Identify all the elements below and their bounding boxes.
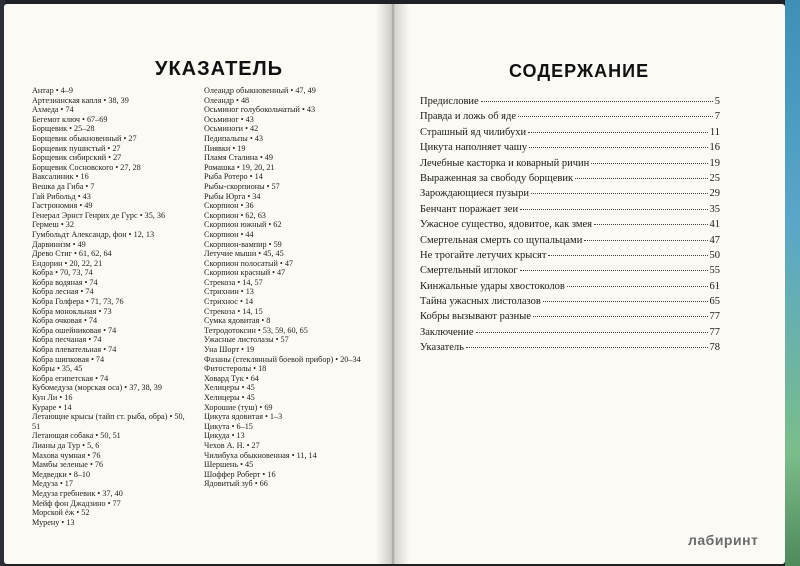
- toc-entry[interactable]: [420, 127, 720, 142]
- toc-page-number: 25: [709, 172, 720, 184]
- index-entry: Кобры • 35, 45: [32, 364, 83, 374]
- toc-page-number: 29: [709, 188, 720, 200]
- index-entry: Рыбы Юрга • 34: [204, 191, 261, 201]
- index-entry: Ендорин • 20, 22, 21: [32, 258, 103, 268]
- toc-entry[interactable]: [420, 296, 720, 311]
- toc-page-number: 78: [709, 342, 720, 354]
- toc-dot-leader: [548, 255, 707, 256]
- toc-page-number: 11: [709, 126, 720, 138]
- toc-entry-title: Тайна ужасных листолазов: [420, 296, 541, 308]
- index-entry: Ахмеда • 74: [32, 105, 74, 115]
- toc-entry-title: Зарождающиеся пузыри: [420, 188, 529, 200]
- index-entry: Генерал Эрнст Генрих де Гурс • 35, 36: [32, 210, 166, 220]
- index-entry: Сумка ядовитая • 8: [204, 316, 271, 326]
- toc-page-number: 5: [714, 96, 720, 107]
- index-entry: Уна Шорт • 19: [204, 345, 255, 355]
- toc-entry[interactable]: [420, 188, 720, 203]
- toc-dot-leader: [520, 270, 708, 271]
- index-entry: Стрихнос • 14: [204, 297, 254, 307]
- toc-entry-title: Цикута наполняет чашу: [420, 142, 528, 154]
- index-entry: Дарвинизм • 49: [32, 239, 86, 249]
- index-entry: Кобра песчаная • 74: [32, 335, 102, 345]
- index-entry: Морской ёж • 52: [32, 508, 90, 518]
- toc-dot-leader: [481, 101, 713, 102]
- toc-entry-title: Предисловие: [420, 96, 479, 107]
- index-entry: Скорпион полосатый • 47: [204, 258, 294, 268]
- toc-dot-leader: [466, 347, 708, 348]
- index-entry: Гермеш • 32: [32, 220, 74, 230]
- toc-entry-title: Бенчант поражает зеи: [420, 203, 519, 215]
- index-entry: Гастрономия • 49: [32, 201, 93, 211]
- index-entry: Ядовитый зуб • 66: [204, 479, 268, 489]
- index-entry: Медуза гребневик • 37, 40: [32, 488, 123, 498]
- toc-page-number: 47: [709, 234, 720, 246]
- toc-entry[interactable]: [420, 327, 720, 342]
- toc-entry-title: Лечебные касторка и коварный ричин: [420, 157, 590, 169]
- index-column-1: [32, 86, 192, 527]
- toc-page-number: 7: [714, 111, 720, 123]
- index-entry: Цикуда • 13: [204, 431, 245, 441]
- index-entry: Хелицеры • 45: [204, 383, 255, 393]
- index-entry: Скорпион-вампир • 59: [204, 239, 282, 249]
- index-entry: Тетродотоксин • 53, 59, 60, 65: [204, 325, 308, 335]
- index-entry: Гумбольдт Александр, фон • 12, 13: [32, 229, 155, 239]
- toc-entry-title: Не трогайте летучих крысят: [420, 249, 547, 261]
- index-entry: Ужасные листолазы • 57: [204, 335, 289, 345]
- index-entry: Борщевик Сосновского • 27, 28: [32, 162, 141, 172]
- index-entry: Летучие мыши • 45, 45: [204, 249, 284, 259]
- toc-dot-leader: [533, 316, 707, 317]
- index-entry: Кобра водяная • 74: [32, 277, 98, 287]
- toc-dot-leader: [567, 286, 708, 287]
- contents-title: СОДЕРЖАНИЕ: [509, 61, 650, 81]
- index-entry: Медведки • 8–10: [32, 469, 91, 479]
- index-entry: Медуза • 17: [32, 479, 73, 489]
- index-entry: Олеандр обыкновенный • 47, 49: [204, 86, 316, 95]
- index-entry: Ваксалиник • 16: [32, 172, 89, 182]
- toc-page-number: 50: [709, 249, 720, 261]
- toc-entry[interactable]: [420, 281, 720, 296]
- index-entry: Летающие крысы (тайп ст. рыба, обра) • 50, 51: [32, 412, 185, 431]
- index-entry: Скорпион южный • 62: [204, 220, 282, 230]
- toc-entry[interactable]: [420, 342, 720, 357]
- toc-page-number: 61: [709, 280, 720, 292]
- index-entry: Хорошие (туш) • 69: [204, 402, 273, 412]
- toc-page-number: 19: [709, 157, 720, 169]
- index-entry: Борщевик пушистый • 27: [32, 143, 121, 153]
- index-entry: Ховард Тук • 64: [204, 373, 259, 383]
- index-entry: Осьминог • 43: [204, 114, 254, 124]
- toc-dot-leader: [575, 178, 707, 179]
- toc-entry[interactable]: [420, 158, 720, 173]
- index-entry: Борщевик • 25–28: [32, 124, 95, 134]
- toc-dot-leader: [591, 163, 707, 164]
- index-entry: Вешка да Гиба • 7: [32, 181, 95, 191]
- index-entry: Лианы да Тур • 5, 6: [32, 440, 100, 450]
- index-entry: Мейф фон Джадзино • 77: [32, 498, 121, 508]
- index-entry: Рыба Ротеро • 14: [204, 172, 263, 182]
- index-entry: Стрихнин • 13: [204, 287, 254, 297]
- index-column-2: [204, 86, 364, 489]
- toc-entry-title: Ужасное существо, ядовитое, как змея: [420, 219, 592, 231]
- index-entry: Кураре • 14: [32, 402, 72, 412]
- toc-entry-title: Выраженная за свободу борщевик: [420, 172, 574, 184]
- index-entry: Скорпион • 36: [204, 201, 254, 211]
- index-title: УКАЗАТЕЛЬ: [155, 58, 284, 80]
- toc-dot-leader: [476, 332, 708, 333]
- toc-dot-leader: [594, 224, 708, 225]
- toc-entry[interactable]: [420, 265, 720, 280]
- toc-entry-title: Смертельная смерть со щупальцами: [420, 234, 583, 246]
- index-entry: Цикута • 6–15: [204, 421, 253, 431]
- watermark-label: лабиринт: [688, 532, 759, 548]
- index-entry: Махова чумная • 76: [32, 450, 101, 460]
- index-entry: Стрекоза • 14, 15: [204, 306, 263, 316]
- toc-page-number: 77: [709, 326, 720, 338]
- index-entry: Осьминог голубокольчатый • 43: [204, 105, 316, 115]
- toc-entry-title: Кобры вызывают разные: [420, 311, 532, 323]
- index-entry: Осьминоги • 42: [204, 124, 259, 134]
- toc-entry[interactable]: [420, 235, 720, 250]
- toc-dot-leader: [584, 240, 707, 241]
- toc-entry-title: Заключение: [420, 326, 474, 338]
- index-entry: Кобра египетская • 74: [32, 373, 109, 383]
- toc-entry[interactable]: [420, 142, 720, 157]
- index-entry: Кобра • 70, 73, 74: [32, 268, 93, 278]
- index-entry: Древо Стиг • 61, 62, 64: [32, 249, 112, 259]
- index-entry: Гай Рибольд • 43: [32, 191, 91, 201]
- index-entry: Мурену • 13: [32, 517, 75, 527]
- index-entry: Кубомедуза (морская оса) • 37, 38, 39: [32, 383, 162, 393]
- index-entry: Кун Ли • 16: [32, 393, 73, 402]
- toc-entry[interactable]: [420, 96, 720, 111]
- index-entry: Ромашка • 19, 20, 21: [204, 162, 275, 172]
- toc-dot-leader: [518, 116, 713, 117]
- toc-entry-title: Указатель: [420, 342, 464, 354]
- toc-page-number: 65: [709, 296, 720, 308]
- index-entry: Артезианская капля • 38, 39: [32, 95, 129, 105]
- index-entry: Кобра ошейниковая • 74: [32, 325, 117, 335]
- toc-dot-leader: [528, 132, 708, 133]
- toc-entry[interactable]: [420, 111, 720, 126]
- toc-page-number: 55: [709, 265, 720, 277]
- index-entry: Борщевик сибирский • 27: [32, 153, 122, 163]
- index-entry: Скорпион • 62, 63: [204, 210, 266, 220]
- toc-entry[interactable]: [420, 173, 720, 188]
- toc-dot-leader: [520, 209, 707, 210]
- book-cover-edge-right: [785, 0, 800, 566]
- toc-entry[interactable]: [420, 204, 720, 219]
- index-entry: Педипальпы • 43: [204, 133, 263, 143]
- toc-entry[interactable]: [420, 250, 720, 265]
- index-entry: Скорпион красный • 47: [204, 268, 286, 278]
- toc-page-number: 41: [709, 219, 720, 231]
- index-entry: Летающая собака • 50, 51: [32, 431, 121, 441]
- toc-dot-leader: [531, 193, 708, 194]
- index-entry: Пиявки • 19: [204, 143, 246, 153]
- toc-page-number: 35: [709, 203, 720, 215]
- toc-entry[interactable]: [420, 219, 720, 234]
- index-entry: Кобра плевательная • 74: [32, 345, 117, 355]
- toc-entry-title: Страшный яд чилибухи: [420, 126, 527, 138]
- toc-entry-title: Правда и ложь об яде: [420, 111, 517, 123]
- index-entry: Чехов А. Н. • 27: [204, 440, 260, 450]
- index-entry: Борщевик обыкновенный • 27: [32, 133, 137, 143]
- toc-dot-leader: [543, 301, 708, 302]
- index-entry: Кобра очковая • 74: [32, 316, 98, 326]
- toc-page-number: 16: [709, 142, 720, 154]
- index-entry: Пламя Сталина • 49: [204, 153, 273, 163]
- toc-dot-leader: [529, 147, 707, 148]
- index-entry: Цикута ядовитая • 1–3: [204, 412, 283, 422]
- toc-entry-title: Смертельный иглоког: [420, 265, 518, 277]
- index-entry: Хелицеры • 45: [204, 393, 255, 402]
- index-entry: Шоффер Роберт • 16: [204, 469, 276, 479]
- index-entry: Фазаны (стеклянный боевой прибор) • 20–34: [204, 354, 361, 364]
- index-entry: Кобра Голфера • 71, 73, 76: [32, 297, 124, 307]
- index-entry: Стрекоза • 14, 57: [204, 277, 263, 287]
- index-entry: Кобра шипковая • 74: [32, 354, 105, 364]
- index-entry: Мамбы зеленые • 76: [32, 460, 104, 470]
- index-entry: Антар • 4–9: [32, 86, 73, 95]
- index-entry: Кобра лесная • 74: [32, 287, 94, 297]
- index-entry: Кобра монокльная • 73: [32, 306, 112, 316]
- toc-entry[interactable]: [420, 311, 720, 326]
- index-entry: Шершень • 45: [204, 460, 254, 470]
- index-entry: Рыбы-скорпионы • 57: [204, 181, 280, 191]
- index-entry: Олеандр • 48: [204, 95, 250, 105]
- index-entry: Скорпион • 44: [204, 229, 254, 239]
- index-entry: Фитостеролы • 18: [204, 364, 267, 374]
- toc-entry-title: Кинжальные удары хвостоколов: [420, 280, 565, 292]
- toc-page-number: 77: [709, 311, 720, 323]
- index-entry: Бегемот ключ • 67–69: [32, 114, 108, 124]
- table-of-contents: [420, 96, 720, 358]
- index-entry: Чилибуха обыкновенная • 11, 14: [204, 450, 317, 460]
